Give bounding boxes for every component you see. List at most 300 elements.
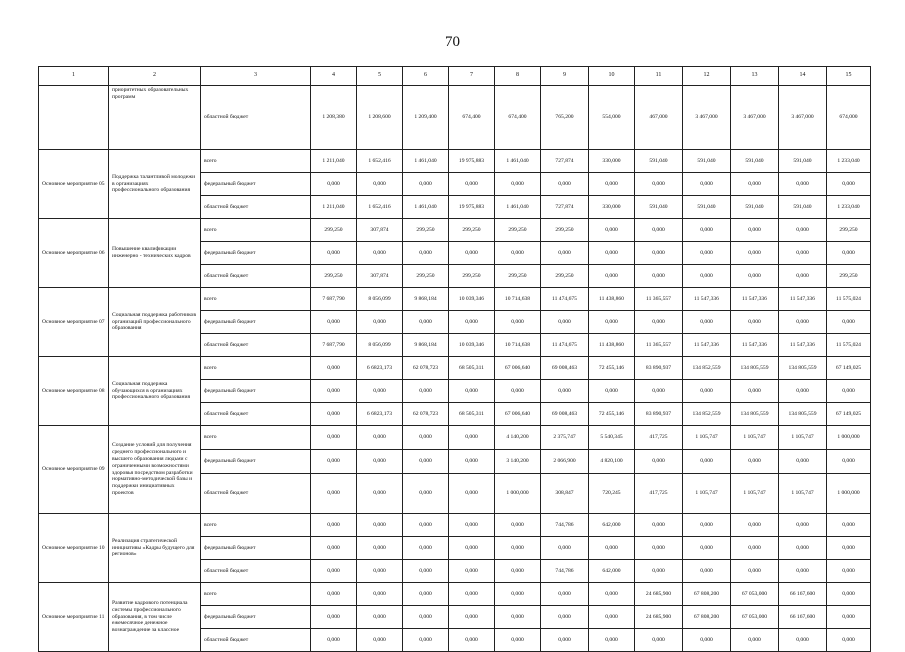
event-name: Социальная поддержка работников организаций профессионального образования (109, 288, 201, 357)
column-number-4: 4 (311, 67, 357, 86)
event-name: Реализация стратегической инициативы «Кадры будущего для регионов» (109, 514, 201, 583)
amount-cell: 11 547,336 (731, 334, 779, 357)
amount-cell: 11 365,557 (635, 334, 683, 357)
amount-cell: 0,000 (731, 560, 779, 583)
amount-cell: 0,000 (311, 583, 357, 606)
amount-cell: 69 008,463 (541, 357, 589, 380)
amount-cell: 0,000 (541, 173, 589, 196)
amount-cell: 0,000 (779, 173, 827, 196)
amount-cell: 299,250 (311, 265, 357, 288)
event-label: Основное мероприятие 08 (39, 357, 109, 426)
amount-cell: 0,000 (357, 537, 403, 560)
amount-cell: 0,000 (311, 242, 357, 265)
amount-cell: 0,000 (311, 560, 357, 583)
amount-cell: 0,000 (449, 426, 495, 450)
amount-cell: 0,000 (827, 583, 871, 606)
column-number-6: 6 (403, 67, 449, 86)
amount-cell: 591,040 (731, 196, 779, 219)
amount-cell: 9 868,184 (403, 334, 449, 357)
table-row (39, 357, 871, 380)
amount-cell: 11 547,336 (731, 288, 779, 311)
amount-cell: 299,250 (541, 219, 589, 242)
table-row (39, 288, 871, 311)
amount-cell: 0,000 (403, 537, 449, 560)
amount-cell: 0,000 (449, 606, 495, 629)
amount-cell: 0,000 (449, 380, 495, 403)
amount-cell: 0,000 (357, 242, 403, 265)
amount-cell: 0,000 (541, 242, 589, 265)
amount-cell: 674,400 (495, 86, 541, 150)
amount-cell: 674,000 (827, 86, 871, 150)
funding-source: областной бюджет (201, 560, 311, 583)
amount-cell: 0,000 (403, 173, 449, 196)
amount-cell: 0,000 (311, 380, 357, 403)
amount-cell: 330,000 (589, 196, 635, 219)
amount-cell: 66 167,600 (779, 583, 827, 606)
event-name: Социальная поддержка обучающихся в организациях профессионального образования (109, 357, 201, 426)
event-name: Поддержка талантливой молодежи в организациях профессионального образования (109, 150, 201, 219)
amount-cell: 0,000 (357, 583, 403, 606)
amount-cell: 0,000 (403, 311, 449, 334)
event-label: Основное мероприятие 07 (39, 288, 109, 357)
amount-cell: 67 808,200 (683, 583, 731, 606)
amount-cell: 674,400 (449, 86, 495, 150)
amount-cell: 0,000 (827, 311, 871, 334)
amount-cell: 0,000 (731, 450, 779, 474)
amount-cell: 0,000 (403, 629, 449, 652)
amount-cell: 1 208,600 (357, 86, 403, 150)
amount-cell: 0,000 (403, 583, 449, 606)
amount-cell: 1 000,000 (827, 426, 871, 450)
amount-cell: 10 039,346 (449, 288, 495, 311)
amount-cell: 0,000 (683, 219, 731, 242)
amount-cell: 0,000 (635, 560, 683, 583)
amount-cell: 66 167,600 (779, 606, 827, 629)
amount-cell: 0,000 (779, 242, 827, 265)
amount-cell: 299,250 (403, 219, 449, 242)
amount-cell: 11 547,336 (779, 288, 827, 311)
funding-source: областной бюджет (201, 334, 311, 357)
amount-cell: 0,000 (311, 357, 357, 380)
amount-cell: 0,000 (683, 514, 731, 537)
amount-cell: 6 6823,173 (357, 403, 403, 426)
amount-cell: 0,000 (683, 265, 731, 288)
amount-cell: 1 105,747 (779, 474, 827, 514)
funding-source: областной бюджет (201, 403, 311, 426)
column-number-9: 9 (541, 67, 589, 86)
column-number-7: 7 (449, 67, 495, 86)
amount-cell: 0,000 (779, 560, 827, 583)
amount-cell: 0,000 (731, 242, 779, 265)
event-label (39, 86, 109, 150)
funding-source: всего (201, 288, 311, 311)
table-row (39, 150, 871, 173)
amount-cell: 299,250 (449, 219, 495, 242)
amount-cell: 2 066,900 (541, 450, 589, 474)
column-number-1: 1 (39, 67, 109, 86)
amount-cell: 0,000 (827, 606, 871, 629)
amount-cell: 0,000 (589, 265, 635, 288)
amount-cell: 0,000 (635, 514, 683, 537)
column-number-13: 13 (731, 67, 779, 86)
amount-cell: 307,874 (357, 219, 403, 242)
amount-cell: 1 105,747 (779, 426, 827, 450)
amount-cell: 10 714,638 (495, 288, 541, 311)
amount-cell: 0,000 (311, 514, 357, 537)
amount-cell: 24 685,900 (635, 583, 683, 606)
column-number-15: 15 (827, 67, 871, 86)
amount-cell: 7 687,790 (311, 334, 357, 357)
event-label: Основное мероприятие 06 (39, 219, 109, 288)
event-name: Развитие кадрового потенциала системы профессионального образования, в том числе ежемесячное денежное вознаграждение за классное (109, 583, 201, 652)
amount-cell: 0,000 (449, 173, 495, 196)
table-body (39, 86, 871, 652)
amount-cell: 0,000 (311, 173, 357, 196)
amount-cell: 0,000 (495, 311, 541, 334)
amount-cell: 9 868,184 (403, 288, 449, 311)
amount-cell: 299,250 (403, 265, 449, 288)
funding-source: всего (201, 150, 311, 173)
amount-cell: 0,000 (779, 450, 827, 474)
amount-cell: 0,000 (589, 173, 635, 196)
amount-cell: 1 211,040 (311, 196, 357, 219)
amount-cell: 0,000 (827, 629, 871, 652)
amount-cell: 744,786 (541, 560, 589, 583)
column-number-3: 3 (201, 67, 311, 86)
amount-cell: 0,000 (495, 606, 541, 629)
column-number-12: 12 (683, 67, 731, 86)
amount-cell: 4 820,100 (589, 450, 635, 474)
amount-cell: 0,000 (541, 537, 589, 560)
amount-cell: 299,250 (449, 265, 495, 288)
amount-cell: 10 714,638 (495, 334, 541, 357)
amount-cell: 67 006,640 (495, 357, 541, 380)
amount-cell: 0,000 (311, 403, 357, 426)
amount-cell: 591,040 (635, 196, 683, 219)
amount-cell: 1 652,416 (357, 150, 403, 173)
amount-cell: 67 053,000 (731, 606, 779, 629)
amount-cell: 0,000 (683, 450, 731, 474)
amount-cell: 0,000 (731, 219, 779, 242)
amount-cell: 0,000 (311, 629, 357, 652)
amount-cell: 0,000 (827, 173, 871, 196)
funding-source: федеральный бюджет (201, 537, 311, 560)
amount-cell: 19 975,883 (449, 150, 495, 173)
amount-cell: 0,000 (357, 560, 403, 583)
amount-cell: 0,000 (827, 380, 871, 403)
table-row (39, 514, 871, 537)
amount-cell: 0,000 (541, 629, 589, 652)
amount-cell: 19 975,883 (449, 196, 495, 219)
funding-source: всего (201, 219, 311, 242)
amount-cell: 0,000 (635, 450, 683, 474)
event-label: Основное мероприятие 05 (39, 150, 109, 219)
amount-cell: 0,000 (357, 606, 403, 629)
amount-cell: 6 6823,173 (357, 357, 403, 380)
amount-cell: 0,000 (357, 629, 403, 652)
amount-cell: 0,000 (449, 583, 495, 606)
amount-cell: 11 365,557 (635, 288, 683, 311)
amount-cell: 68 505,311 (449, 357, 495, 380)
amount-cell: 68 505,311 (449, 403, 495, 426)
amount-cell: 11 474,675 (541, 288, 589, 311)
amount-cell: 591,040 (635, 150, 683, 173)
table-row (39, 219, 871, 242)
amount-cell: 134 805,559 (779, 403, 827, 426)
amount-cell: 72 455,146 (589, 403, 635, 426)
amount-cell: 0,000 (683, 311, 731, 334)
amount-cell: 0,000 (495, 537, 541, 560)
amount-cell: 0,000 (449, 450, 495, 474)
amount-cell: 0,000 (731, 265, 779, 288)
amount-cell: 308,847 (541, 474, 589, 514)
amount-cell: 0,000 (495, 583, 541, 606)
amount-cell: 0,000 (589, 311, 635, 334)
column-number-11: 11 (635, 67, 683, 86)
budget-table (38, 66, 871, 652)
amount-cell: 0,000 (357, 173, 403, 196)
amount-cell: 0,000 (683, 242, 731, 265)
funding-source: всего (201, 357, 311, 380)
amount-cell: 0,000 (311, 426, 357, 450)
amount-cell: 1 233,040 (827, 196, 871, 219)
amount-cell: 62 078,723 (403, 357, 449, 380)
amount-cell: 0,000 (589, 380, 635, 403)
funding-source: областной бюджет (201, 86, 311, 150)
amount-cell: 0,000 (403, 426, 449, 450)
amount-cell: 0,000 (449, 537, 495, 560)
amount-cell: 0,000 (403, 242, 449, 265)
amount-cell: 0,000 (495, 242, 541, 265)
amount-cell: 0,000 (779, 380, 827, 403)
column-number-8: 8 (495, 67, 541, 86)
amount-cell: 0,000 (449, 311, 495, 334)
amount-cell: 0,000 (357, 474, 403, 514)
table-row (39, 583, 871, 606)
amount-cell: 0,000 (357, 380, 403, 403)
funding-source: федеральный бюджет (201, 450, 311, 474)
amount-cell: 642,000 (589, 514, 635, 537)
amount-cell: 67 808,200 (683, 606, 731, 629)
amount-cell: 0,000 (495, 560, 541, 583)
amount-cell: 0,000 (311, 474, 357, 514)
amount-cell: 11 438,860 (589, 288, 635, 311)
amount-cell: 0,000 (449, 242, 495, 265)
amount-cell: 134 852,559 (683, 357, 731, 380)
amount-cell: 67 149,025 (827, 403, 871, 426)
amount-cell: 1 000,000 (495, 474, 541, 514)
amount-cell: 3 467,000 (683, 86, 731, 150)
amount-cell: 0,000 (779, 629, 827, 652)
amount-cell: 69 008,463 (541, 403, 589, 426)
event-name: приоритетных образовательных программ (109, 86, 201, 150)
amount-cell: 0,000 (731, 173, 779, 196)
amount-cell: 0,000 (827, 514, 871, 537)
amount-cell: 2 375,747 (541, 426, 589, 450)
amount-cell: 0,000 (683, 629, 731, 652)
amount-cell: 1 105,747 (731, 426, 779, 450)
amount-cell: 591,040 (779, 150, 827, 173)
amount-cell: 83 890,937 (635, 403, 683, 426)
amount-cell: 134 805,559 (779, 357, 827, 380)
amount-cell: 11 547,336 (683, 334, 731, 357)
amount-cell: 299,250 (827, 219, 871, 242)
amount-cell: 0,000 (541, 606, 589, 629)
amount-cell: 3 467,000 (779, 86, 827, 150)
funding-source: областной бюджет (201, 474, 311, 514)
amount-cell: 0,000 (589, 537, 635, 560)
amount-cell: 0,000 (827, 560, 871, 583)
amount-cell: 11 575,024 (827, 334, 871, 357)
amount-cell: 554,000 (589, 86, 635, 150)
amount-cell: 0,000 (635, 219, 683, 242)
event-label: Основное мероприятие 10 (39, 514, 109, 583)
amount-cell: 765,200 (541, 86, 589, 150)
amount-cell: 0,000 (449, 514, 495, 537)
amount-cell: 0,000 (403, 380, 449, 403)
funding-source: федеральный бюджет (201, 380, 311, 403)
amount-cell: 1 000,000 (827, 474, 871, 514)
amount-cell: 0,000 (495, 380, 541, 403)
amount-cell: 0,000 (779, 219, 827, 242)
funding-source: всего (201, 583, 311, 606)
amount-cell: 0,000 (731, 537, 779, 560)
amount-cell: 8 056,099 (357, 334, 403, 357)
amount-cell: 417,725 (635, 426, 683, 450)
table-row (39, 426, 871, 450)
amount-cell: 0,000 (449, 474, 495, 514)
table-row (39, 86, 871, 150)
amount-cell: 3 140,200 (495, 450, 541, 474)
amount-cell: 5 540,345 (589, 426, 635, 450)
amount-cell: 0,000 (495, 629, 541, 652)
amount-cell: 0,000 (683, 173, 731, 196)
amount-cell: 134 852,559 (683, 403, 731, 426)
amount-cell: 0,000 (635, 537, 683, 560)
amount-cell: 330,000 (589, 150, 635, 173)
amount-cell: 1 652,416 (357, 196, 403, 219)
amount-cell: 7 687,790 (311, 288, 357, 311)
amount-cell: 11 547,336 (779, 334, 827, 357)
funding-source: всего (201, 426, 311, 450)
amount-cell: 0,000 (779, 311, 827, 334)
amount-cell: 0,000 (311, 450, 357, 474)
amount-cell: 0,000 (683, 380, 731, 403)
amount-cell: 0,000 (635, 629, 683, 652)
amount-cell: 11 575,024 (827, 288, 871, 311)
column-number-5: 5 (357, 67, 403, 86)
amount-cell: 0,000 (589, 219, 635, 242)
amount-cell: 1 233,040 (827, 150, 871, 173)
amount-cell: 0,000 (449, 629, 495, 652)
amount-cell: 591,040 (779, 196, 827, 219)
amount-cell: 1 105,747 (731, 474, 779, 514)
amount-cell: 0,000 (357, 311, 403, 334)
amount-cell: 0,000 (731, 380, 779, 403)
amount-cell: 0,000 (589, 606, 635, 629)
amount-cell: 0,000 (589, 583, 635, 606)
amount-cell: 0,000 (403, 474, 449, 514)
amount-cell: 67 149,025 (827, 357, 871, 380)
funding-source: федеральный бюджет (201, 173, 311, 196)
amount-cell: 24 685,900 (635, 606, 683, 629)
event-label: Основное мероприятие 11 (39, 583, 109, 652)
amount-cell: 0,000 (683, 537, 731, 560)
amount-cell: 307,874 (357, 265, 403, 288)
amount-cell: 0,000 (589, 242, 635, 265)
funding-source: федеральный бюджет (201, 311, 311, 334)
column-number-2: 2 (109, 67, 201, 86)
amount-cell: 0,000 (827, 537, 871, 560)
funding-source: федеральный бюджет (201, 242, 311, 265)
amount-cell: 0,000 (731, 514, 779, 537)
amount-cell: 1 105,747 (683, 426, 731, 450)
amount-cell: 0,000 (403, 514, 449, 537)
amount-cell: 299,250 (495, 265, 541, 288)
amount-cell: 727,874 (541, 150, 589, 173)
amount-cell: 0,000 (541, 311, 589, 334)
amount-cell: 299,250 (827, 265, 871, 288)
amount-cell: 0,000 (635, 242, 683, 265)
amount-cell: 299,250 (541, 265, 589, 288)
amount-cell: 0,000 (779, 265, 827, 288)
amount-cell: 0,000 (357, 450, 403, 474)
amount-cell: 0,000 (541, 583, 589, 606)
amount-cell: 0,000 (779, 537, 827, 560)
funding-source: областной бюджет (201, 629, 311, 652)
amount-cell: 0,000 (311, 606, 357, 629)
amount-cell: 744,786 (541, 514, 589, 537)
funding-source: всего (201, 514, 311, 537)
amount-cell: 1 461,040 (403, 150, 449, 173)
amount-cell: 0,000 (635, 380, 683, 403)
amount-cell: 67 053,000 (731, 583, 779, 606)
amount-cell: 0,000 (311, 537, 357, 560)
amount-cell: 1 461,040 (495, 150, 541, 173)
column-number-row (39, 67, 871, 86)
amount-cell: 591,040 (731, 150, 779, 173)
amount-cell: 720,245 (589, 474, 635, 514)
event-label: Основное мероприятие 09 (39, 426, 109, 514)
amount-cell: 0,000 (589, 629, 635, 652)
amount-cell: 62 078,723 (403, 403, 449, 426)
amount-cell: 1 209,400 (403, 86, 449, 150)
amount-cell: 0,000 (635, 311, 683, 334)
amount-cell: 1 105,747 (683, 474, 731, 514)
amount-cell: 0,000 (357, 426, 403, 450)
funding-source: федеральный бюджет (201, 606, 311, 629)
amount-cell: 0,000 (635, 173, 683, 196)
amount-cell: 0,000 (403, 606, 449, 629)
amount-cell: 0,000 (311, 311, 357, 334)
funding-source: областной бюджет (201, 196, 311, 219)
amount-cell: 134 805,559 (731, 403, 779, 426)
amount-cell: 1 461,040 (403, 196, 449, 219)
amount-cell: 8 056,099 (357, 288, 403, 311)
amount-cell: 0,000 (635, 265, 683, 288)
amount-cell: 467,000 (635, 86, 683, 150)
amount-cell: 3 467,000 (731, 86, 779, 150)
amount-cell: 134 805,559 (731, 357, 779, 380)
column-number-14: 14 (779, 67, 827, 86)
amount-cell: 83 890,937 (635, 357, 683, 380)
amount-cell: 0,000 (541, 380, 589, 403)
event-name: Создание условий для получения среднего профессионального и высшего образования людьми с ограниченными возможностями здоровья посредством разработки нормативно-методической базы и поддержки инициативных проектов (109, 426, 201, 514)
amount-cell: 1 211,040 (311, 150, 357, 173)
page-number: 70 (445, 34, 460, 50)
amount-cell: 0,000 (779, 514, 827, 537)
amount-cell: 0,000 (495, 514, 541, 537)
